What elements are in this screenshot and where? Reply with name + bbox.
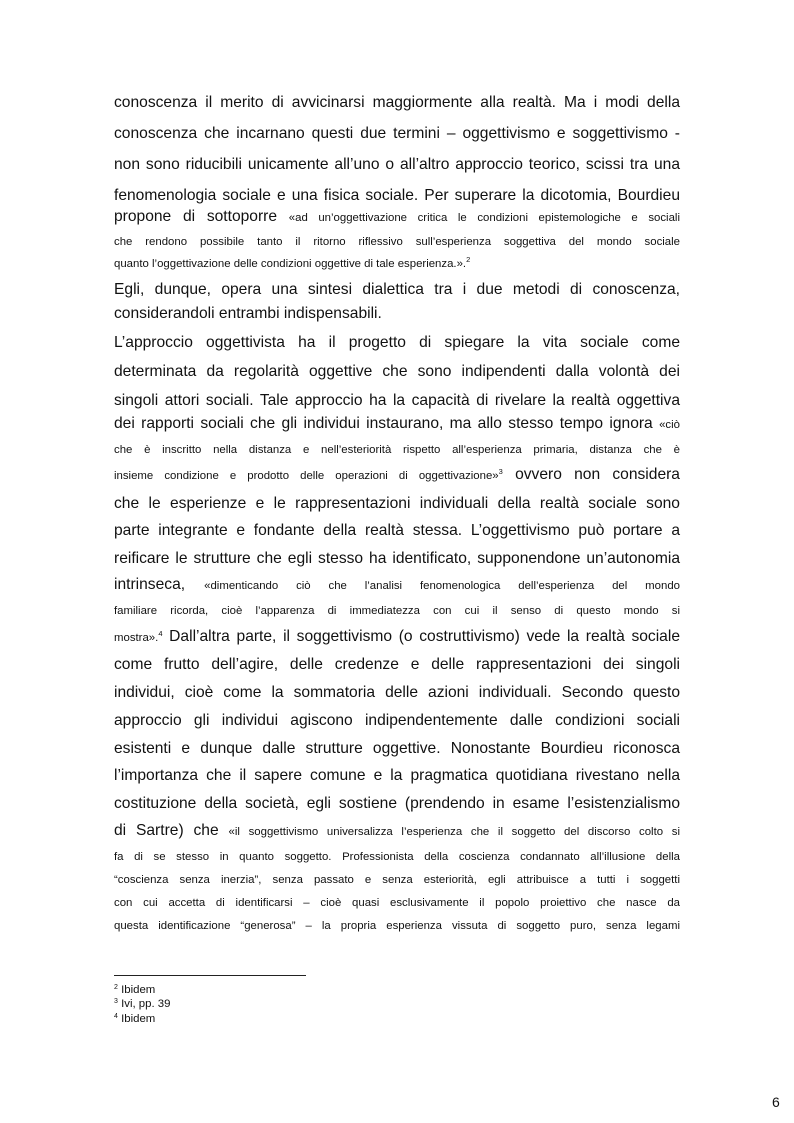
text-line: approccio gli individui agiscono indipendentemente dalle condizioni sociali <box>114 712 680 729</box>
text-line <box>114 575 680 596</box>
text-span: di Sartre) che <box>114 822 219 839</box>
text-line: individui, cioè come la sommatoria delle azioni individuali. Secondo questo <box>114 684 680 701</box>
text-line <box>114 414 680 435</box>
text-line: fenomenologia sociale e una fisica sociale. Per superare la dicotomia, Bourdieu <box>114 187 680 204</box>
text-span: ovvero non considera <box>515 466 680 483</box>
quote-line: questa identificazione “generosa” – la propria esperienza vissuta di soggetto puro, senza legami <box>114 920 680 932</box>
footnote-number: 2 <box>114 984 118 991</box>
text-line: reificare le strutture che egli stesso ha identificato, supponendone un’autonomia <box>114 550 680 567</box>
footnote <box>114 1012 155 1026</box>
text-line: singoli attori sociali. Tale approccio ha la capacità di rivelare la realtà oggettiva <box>114 392 680 409</box>
quote-line: familiare ricorda, cioè l’apparenza di immediatezza con cui il senso di questo mondo si <box>114 605 680 617</box>
text-line: non sono riducibili unicamente all’uno o all’altro approccio teorico, scissi tra una <box>114 156 680 173</box>
text-line <box>114 207 680 228</box>
footnote-ref: 3 <box>498 467 503 476</box>
footnote-ref: 4 <box>158 629 163 638</box>
text-line: che le esperienze e le rappresentazioni individuali della realtà sociale sono <box>114 495 680 512</box>
quote-span: insieme condizione e prodotto delle operazioni di oggettivazione» <box>114 470 499 482</box>
quote-line: “coscienza senza inerzia”, senza passato e senza esteriorità, egli attribuisce a tutti i soggetti <box>114 874 680 886</box>
text-span: dei rapporti sociali che gli individui instaurano, ma allo stesso tempo ignora <box>114 415 653 432</box>
quote-line: che rendono possibile tanto il ritorno riflessivo sull’esperienza soggettiva del mondo sociale <box>114 236 680 248</box>
text-line: considerandoli entrambi indispensabili. <box>114 305 382 322</box>
footnote-divider <box>114 975 306 976</box>
quote-line <box>114 256 680 272</box>
footnote <box>114 997 170 1011</box>
quote-span: «dimenticando ciò che l’analisi fenomenologica dell’esperienza del mondo <box>204 580 680 592</box>
quote-line: con cui accetta di identificarsi – cioè quasi esclusivamente il popolo proiettivo che nasce da <box>114 897 680 909</box>
footnote-ref: 2 <box>466 255 471 264</box>
text-line: l’importanza che il sapere comune e la pragmatica quotidiana rivestano nella <box>114 767 680 784</box>
text-span: Dall’altra parte, il soggettivismo (o costruttivismo) vede la realtà sociale <box>169 628 680 645</box>
quote-span: mostra». <box>114 632 159 644</box>
footnote-text: Ibidem <box>121 984 156 996</box>
text-line <box>114 465 680 486</box>
text-line: parte integrante e fondante della realtà stessa. L’oggettivismo può portare a <box>114 522 680 539</box>
text-line: costituzione della società, egli sostiene (prendendo in esame l’esistenzialismo <box>114 795 680 812</box>
quote-span: «il soggettivismo universalizza l’esperienza che il soggetto del discorso colto si <box>228 826 680 838</box>
quote-span: «ad un’oggettivazione critica le condizioni epistemologiche e sociali <box>288 212 680 224</box>
text-line: esistenti e dunque dalle strutture oggettive. Nonostante Bourdieu riconosca <box>114 740 680 757</box>
quote-line: fa di se stesso in quanto soggetto. Professionista della coscienza condannato all’illusione della <box>114 851 680 863</box>
page-number: 6 <box>772 1094 780 1110</box>
text-line: conoscenza il merito di avvicinarsi maggiormente alla realtà. Ma i modi della <box>114 94 680 111</box>
quote-span: quanto l’oggettivazione delle condizioni oggettive di tale esperienza.». <box>114 258 467 270</box>
text-line <box>114 821 680 842</box>
text-line <box>114 627 680 648</box>
text-line: L’approccio oggettivista ha il progetto di spiegare la vita sociale come <box>114 334 680 351</box>
text-span: propone di sottoporre <box>114 208 278 225</box>
footnote-text: Ibidem <box>121 1013 156 1025</box>
footnote <box>114 983 155 997</box>
footnote-number: 3 <box>114 998 118 1005</box>
text-line: conoscenza che incarnano questi due termini – oggettivismo e soggettivismo - <box>114 125 680 142</box>
text-line: determinata da regolarità oggettive che sono indipendenti dalla volontà dei <box>114 363 680 380</box>
text-line: Egli, dunque, opera una sintesi dialettica tra i due metodi di conoscenza, <box>114 281 680 298</box>
quote-span: «ciò <box>659 419 680 431</box>
footnote-number: 4 <box>114 1013 118 1020</box>
footnote-text: Ivi, pp. 39 <box>121 998 171 1010</box>
quote-line: che è inscritto nella distanza e nell’esteriorità rispetto all’esperienza primaria, distanza che è <box>114 444 680 456</box>
text-line: come frutto dell’agire, delle credenze e delle rappresentazioni dei singoli <box>114 656 680 673</box>
text-span: intrinseca, <box>114 576 186 593</box>
